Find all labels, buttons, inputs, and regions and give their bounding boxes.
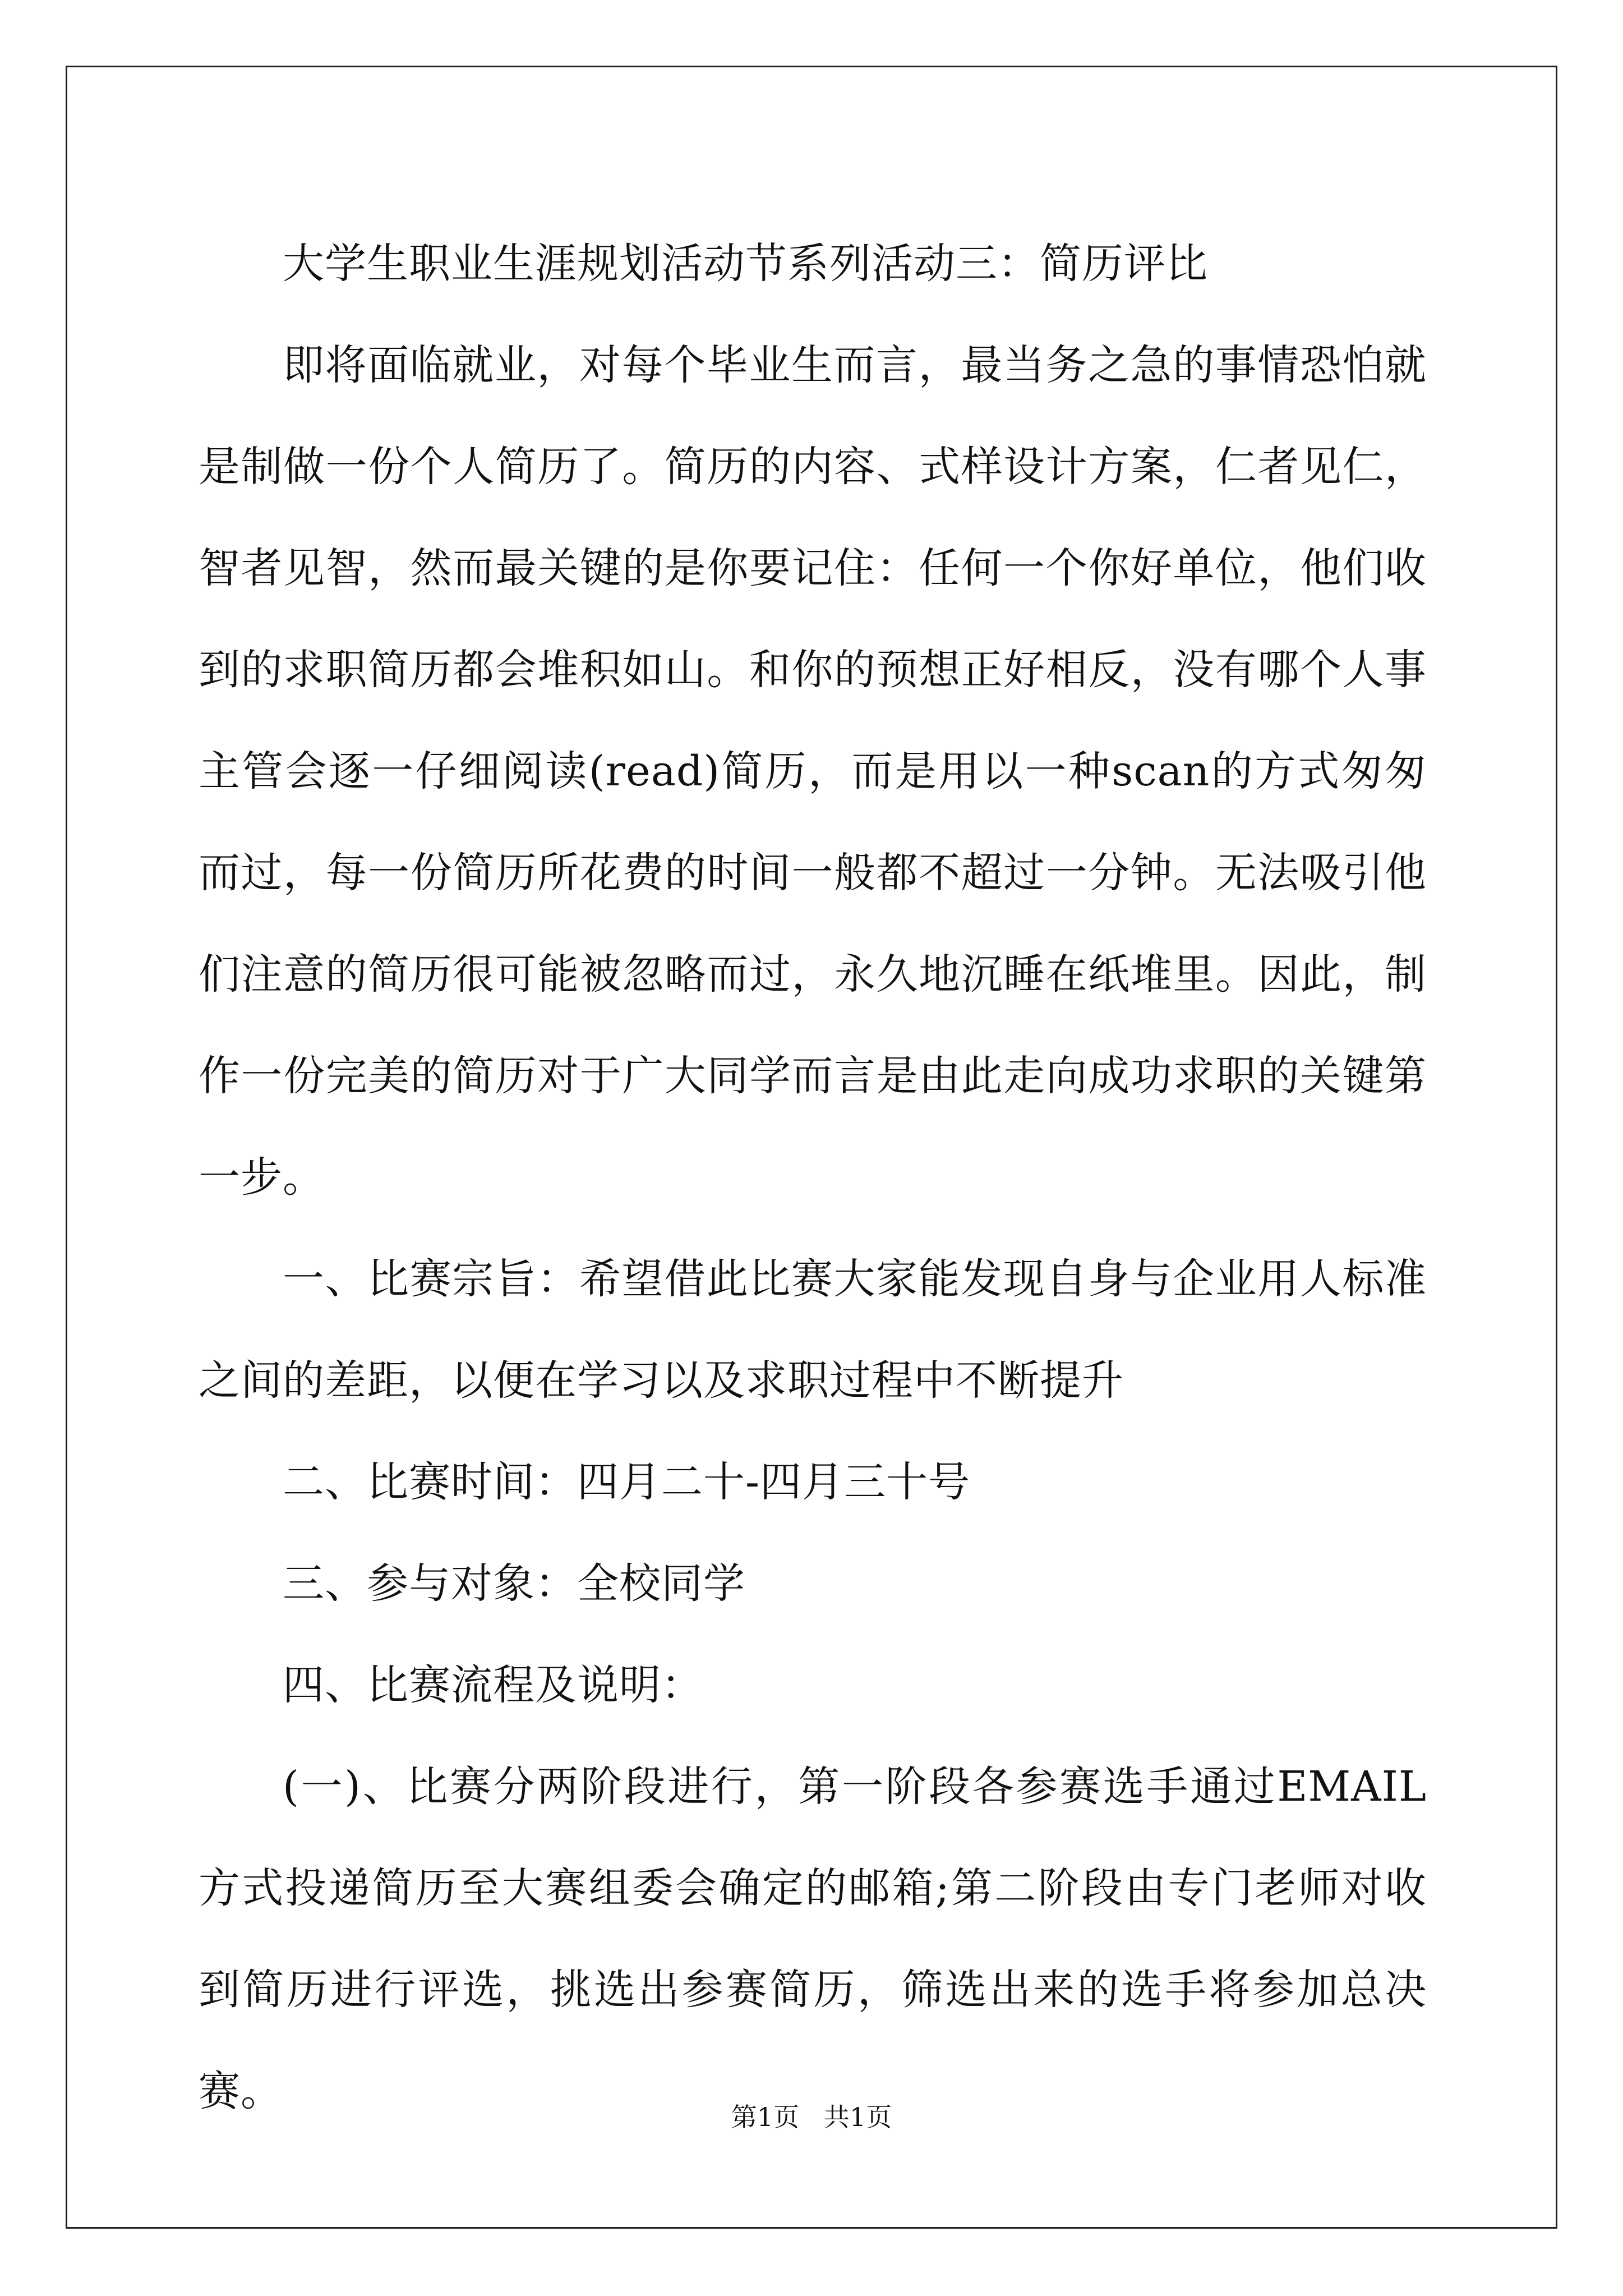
document-title: 大学生职业生涯规划活动节系列活动三：简历评比 [283, 240, 1208, 288]
document-body [199, 213, 1427, 2142]
intro-paragraph: 即将面临就业，对每个毕业生而言，最当务之急的事情恐怕就是制做一份个人简历了。简历的内容、式样设计方案，仁者见仁，智者见智，然而最关键的是你要记住：任何一个你好单位，他们收到的求职简历都会堆积如山。和你的预想正好相反，没有哪个人事主管会逐一仔细阅读(read)简历，而是用以一种scan的方式匆匆而过，每一份简历所花费的时间一般都不超过一分钟。无法吸引他们注意的简历很可能被忽略而过，永久地沉睡在纸堆里。因此，制作一份完美的简历对于广大同学而言是由此走向成功求职的关键第一步。 [199, 341, 1427, 1202]
section-purpose: 一、比赛宗旨：希望借此比赛大家能发现自身与企业用人标准之间的差距，以便在学习以及求职过程中不断提升 [199, 1255, 1427, 1405]
section-process-heading: 四、比赛流程及说明： [283, 1661, 703, 1709]
page-footer: 第1页 共1页 [731, 2102, 892, 2132]
section-time: 二、比赛时间：四月二十-四月三十号 [283, 1458, 971, 1506]
section-participants: 三、参与对象：全校同学 [283, 1559, 745, 1608]
section-process-step-1: (一)、比赛分两阶段进行，第一阶段各参赛选手通过EMAIL方式投递简历至大赛组委会确定的邮箱;第二阶段由专门老师对收到简历进行评选，挑选出参赛简历，筛选出来的选手将参加总决赛。 [199, 1763, 1427, 2115]
